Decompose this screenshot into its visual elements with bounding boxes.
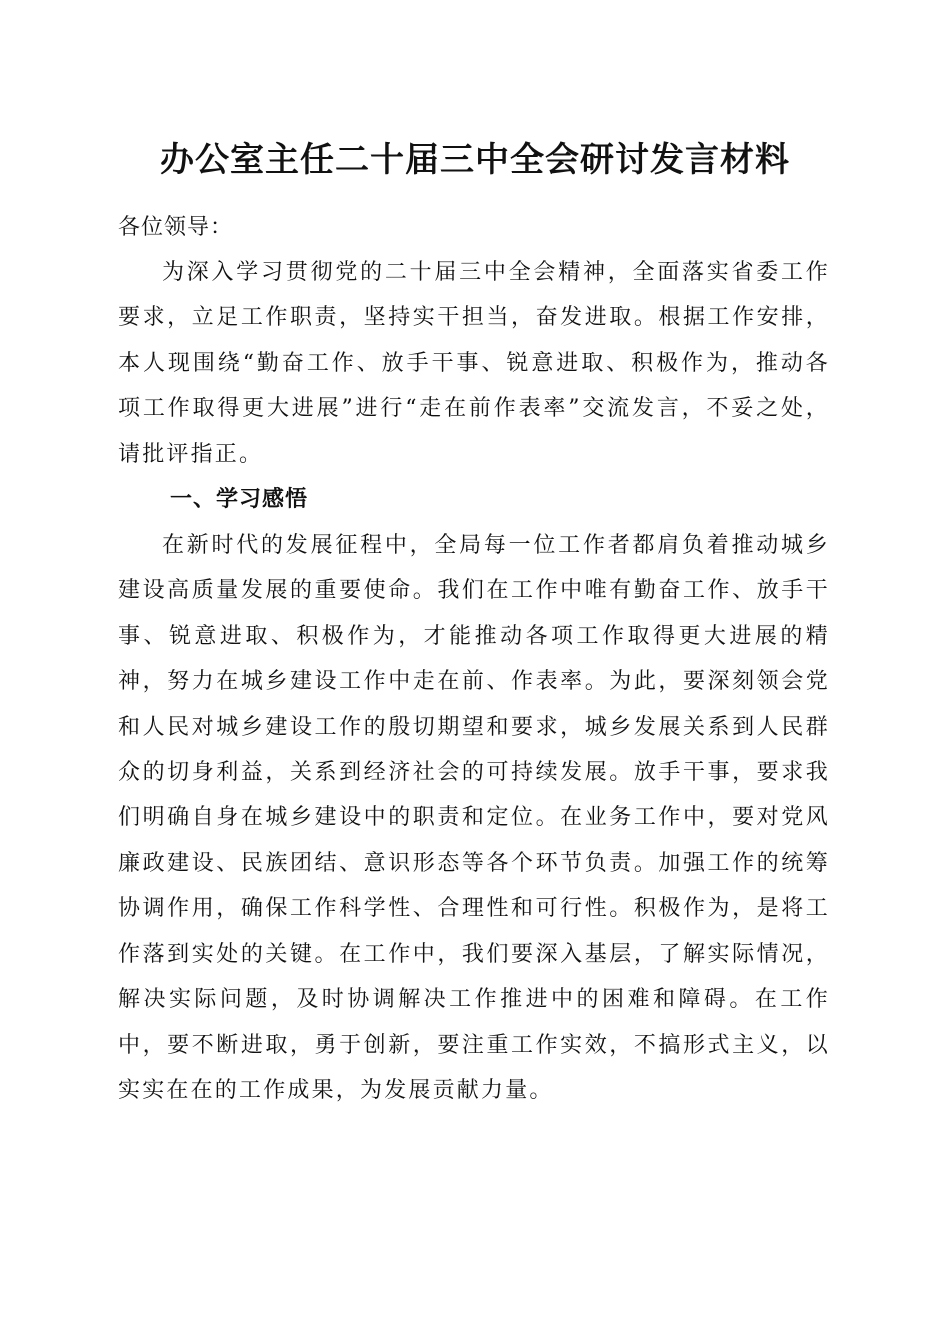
section-heading: 一、学习感悟 <box>170 487 309 513</box>
section-paragraph: 在新时代的发展征程中，全局每一位工作者都肩负着推动城乡建设高质量发展的重要使命。我们在工作中唯有勤奋工作、放手干事、锐意进取、积极作为，才能推动各项工作取得更大进展的精神，努力在城乡建设工作中走在前、作表率。为此，要深刻领会党和人民对城乡建设工作的殷切期望和要求，城乡发展关系到人民群众的切身利益，关系到经济社会的可持续发展。放手干事，要求我们明确自身在城乡建设中的职责和定位。在业务工作中，要对党风廉政建设、民族团结、意识形态等各个环节负责。加强工作的统筹协调作用，确保工作科学性、合理性和可行性。积极作为，是将工作落到实处的关键。在工作中，我们要深入基层，了解实际情况，解决实际问题，及时协调解决工作推进中的困难和障碍。在工作中，要不断进取，勇于创新，要注重工作实效，不搞形式主义，以实实在在的工作成果，为发展贡献力量。 <box>118 533 830 1103</box>
salutation: 各位领导： <box>118 215 234 240</box>
intro-paragraph: 为深入学习贯彻党的二十届三中全会精神，全面落实省委工作要求，立足工作职责，坚持实干担当，奋发进取。根据工作安排，本人现围绕“勤奋工作、放手干事、锐意进取、积极作为，推动各项工作取得更大进展”进行“走在前作表率”交流发言，不妥之处，请批评指正。 <box>118 260 830 467</box>
document-title: 办公室主任二十届三中全会研讨发言材料 <box>160 140 790 180</box>
document-body <box>118 205 830 1113</box>
